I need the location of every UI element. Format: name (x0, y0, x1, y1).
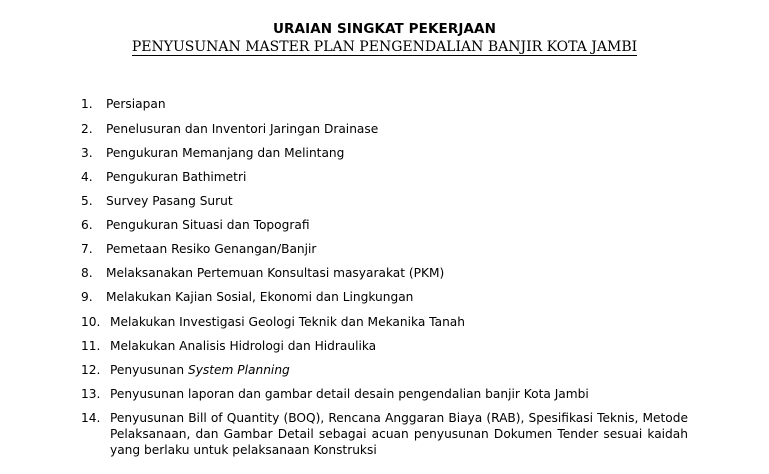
item-text (110, 362, 290, 378)
item-number: 10. (81, 315, 101, 329)
item-number: 12. (81, 363, 101, 377)
item-text-italic: System Planning (187, 363, 290, 377)
item-text: Melakukan Analisis Hidrologi dan Hidraulika (110, 339, 377, 353)
item-text: Melakukan Kajian Sosial, Ekonomi dan Lingkungan (106, 290, 414, 304)
item-number: 6. (81, 218, 93, 232)
item-text: Melakukan Investigasi Geologi Teknik dan Mekanika Tanah (110, 315, 465, 329)
item-number: 1. (81, 97, 93, 111)
document-title: URAIAN SINGKAT PEKERJAAN (273, 21, 496, 37)
item-text-prefix: Penyusunan (110, 363, 188, 377)
item-number: 13. (81, 387, 101, 401)
item-number: 9. (81, 290, 93, 304)
document-subtitle (0, 38, 769, 56)
item-number: 4. (81, 170, 93, 184)
item-number: 2. (81, 122, 93, 136)
item-number: 5. (81, 194, 93, 208)
document-subtitle-text: PENYUSUNAN MASTER PLAN PENGENDALIAN BANJIR KOTA JAMBI (131, 39, 638, 55)
item-text: Pemetaan Resiko Genangan/Banjir (106, 242, 317, 256)
item-number: 3. (81, 146, 93, 160)
item-number: 14. (81, 411, 101, 425)
item-text: Pengukuran Bathimetri (106, 170, 247, 184)
item-text: Survey Pasang Surut (106, 194, 233, 208)
item-text: Melaksanakan Pertemuan Konsultasi masyarakat (PKM) (106, 266, 445, 280)
item-number: 8. (81, 266, 93, 280)
item-number: 11. (81, 339, 101, 353)
item-text: Pengukuran Situasi dan Topografi (106, 218, 310, 232)
item-text: Persiapan (106, 97, 166, 111)
item-number: 7. (81, 242, 93, 256)
item-text: Penyusunan laporan dan gambar detail desain pengendalian banjir Kota Jambi (110, 387, 589, 401)
item-text: Penelusuran dan Inventori Jaringan Drainase (106, 122, 379, 136)
item-text: Pengukuran Memanjang dan Melintang (106, 146, 345, 160)
item-text: Penyusunan Bill of Quantity (BOQ), Rencana Anggaran Biaya (RAB), Spesifikasi Teknis, Metode Pelaksanaan, dan Gambar Detail sebagai acuan penyusunan Dokumen Tender sesuai kaidah yang berlaku untuk pelaksanaan Konstruksi (110, 411, 688, 457)
